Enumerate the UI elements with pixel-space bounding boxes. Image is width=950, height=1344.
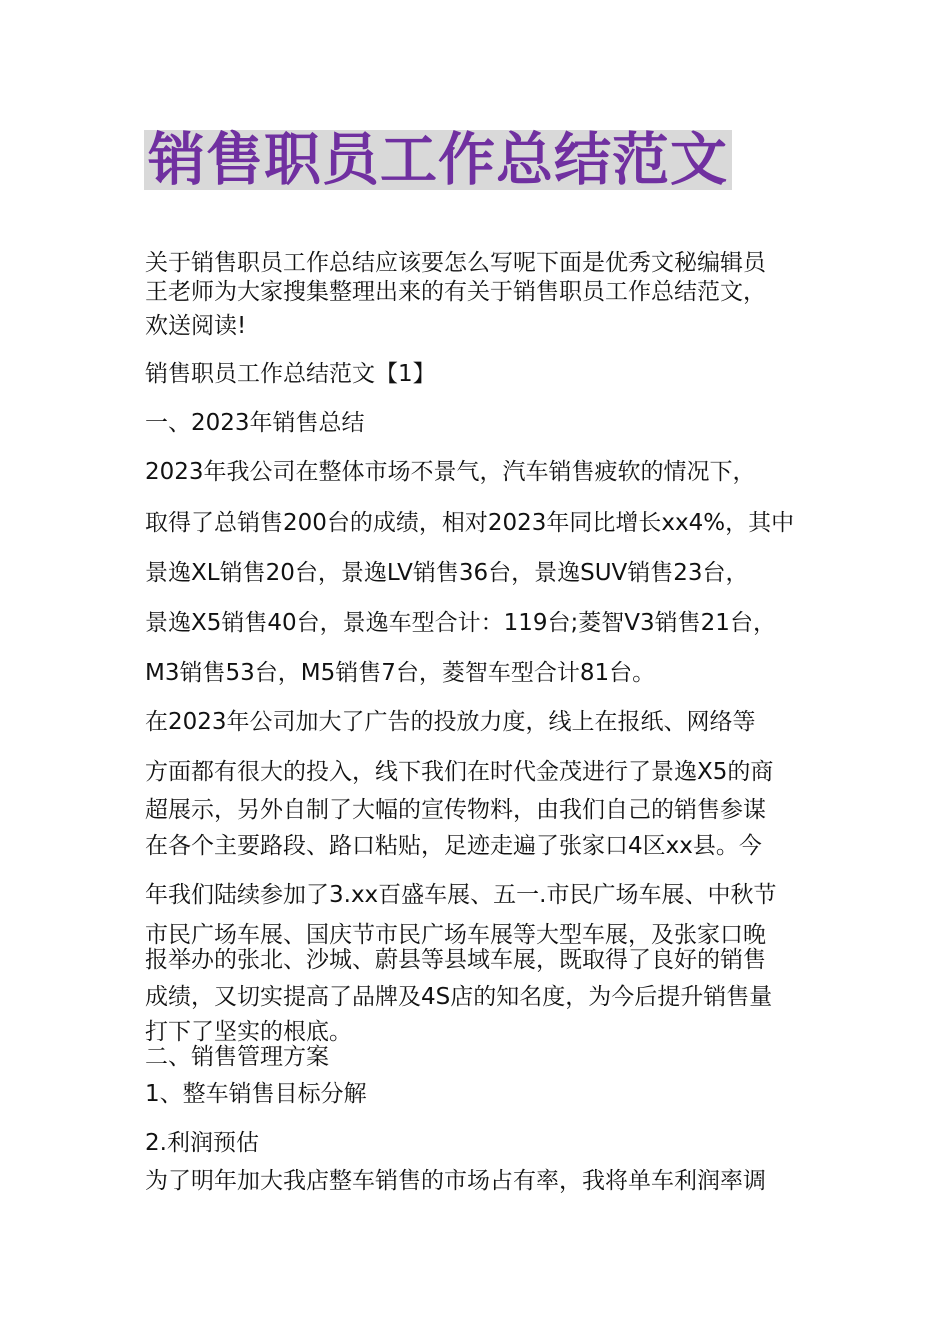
paragraph-line: 景逸XL销售20台，景逸LV销售36台，景逸SUV销售23台，	[145, 560, 749, 586]
subsection-heading: 2.利润预估	[145, 1130, 259, 1156]
paragraph-line: 2023年我公司在整体市场不景气，汽车销售疲软的情况下，	[145, 459, 756, 485]
paragraph-line: 报举办的张北、沙城、蔚县等县域车展，既取得了良好的销售	[145, 947, 766, 973]
paragraph-line: 成绩，又切实提高了品牌及4S店的知名度，为今后提升销售量	[145, 984, 773, 1010]
paragraph-line: 关于销售职员工作总结应该要怎么写呢下面是优秀文秘编辑员	[145, 250, 766, 276]
paragraph-line: 方面都有很大的投入，线下我们在时代金茂进行了景逸X5的商	[145, 759, 774, 785]
paragraph-line: 市民广场车展、国庆节市民广场车展等大型车展，及张家口晚	[145, 922, 766, 948]
paragraph-line: 在2023年公司加大了广告的投放力度，线上在报纸、网络等	[145, 709, 756, 735]
paragraph-line: 打下了坚实的根底。	[145, 1019, 352, 1045]
paragraph-line: 王老师为大家搜集整理出来的有关于销售职员工作总结范文，	[145, 279, 766, 305]
document-title: 销售职员工作总结范文	[144, 130, 732, 190]
paragraph-line: 景逸X5销售40台，景逸车型合计：119台;菱智V3销售21台，	[145, 610, 776, 636]
section-heading: 一、2023年销售总结	[145, 410, 365, 436]
paragraph-line: 欢送阅读!	[145, 313, 247, 339]
section-heading: 销售职员工作总结范文【1】	[145, 361, 436, 387]
paragraph-line: M3销售53台，M5销售7台，菱智车型合计81台。	[145, 660, 656, 686]
paragraph-line: 为了明年加大我店整车销售的市场占有率，我将单车利润率调	[145, 1168, 766, 1194]
section-heading: 二、销售管理方案	[145, 1044, 329, 1070]
subsection-heading: 1、整车销售目标分解	[145, 1081, 367, 1107]
paragraph-line: 超展示，另外自制了大幅的宣传物料，由我们自己的销售参谋	[145, 797, 766, 823]
paragraph-line: 在各个主要路段、路口粘贴，足迹走遍了张家口4区xx县。今	[145, 833, 762, 859]
paragraph-line: 年我们陆续参加了3.xx百盛车展、五一.市民广场车展、中秋节	[145, 882, 777, 908]
paragraph-line: 取得了总销售200台的成绩，相对2023年同比增长xx4%，其中	[145, 510, 795, 536]
